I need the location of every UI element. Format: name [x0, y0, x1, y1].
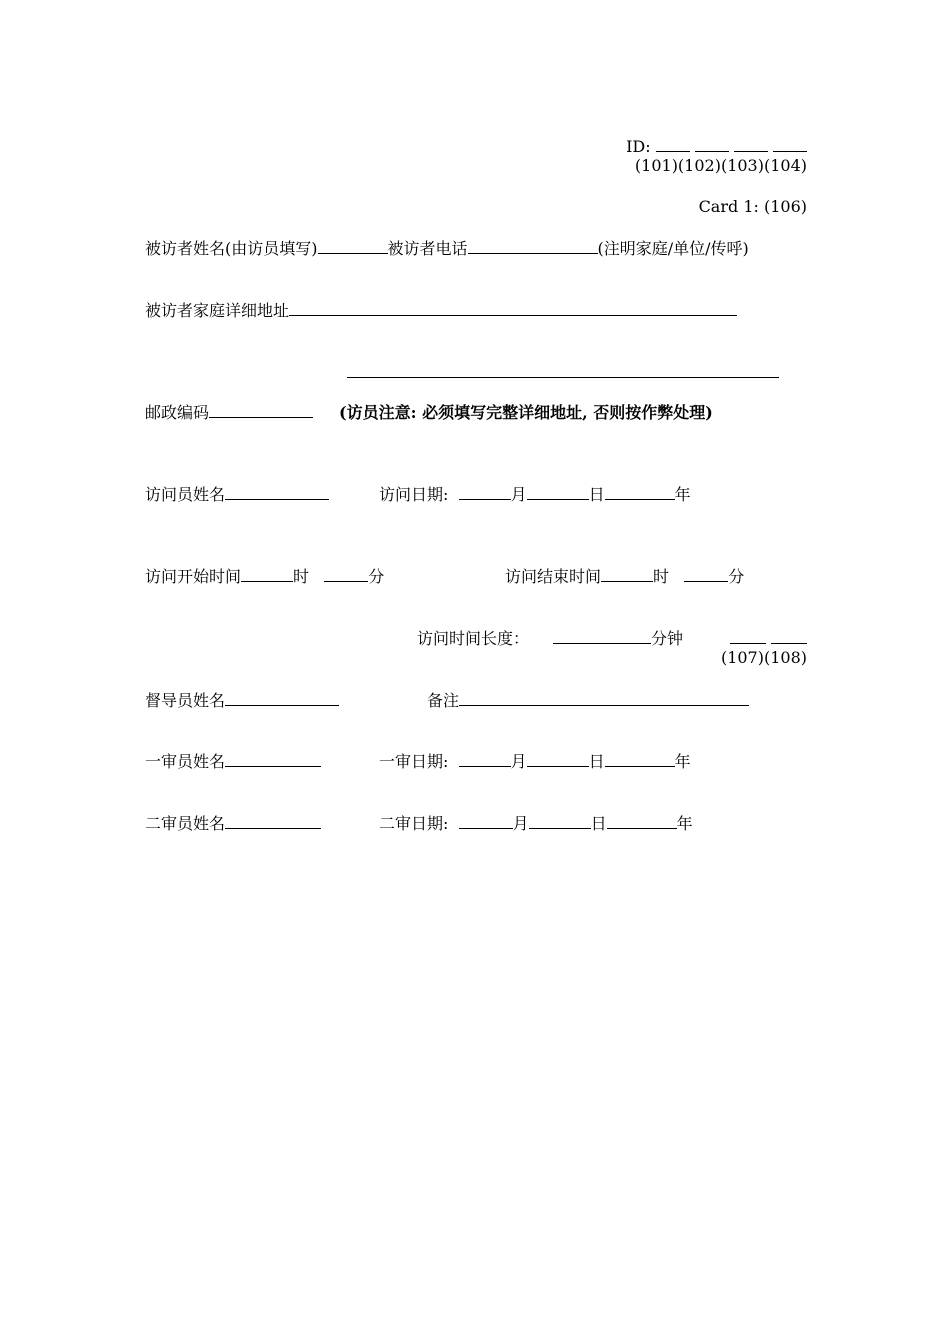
review2-month-field[interactable] — [459, 813, 513, 829]
address-field-2[interactable] — [347, 362, 779, 378]
review1-day-field[interactable] — [527, 751, 589, 767]
postcode-field[interactable] — [209, 402, 313, 418]
card-label: Card 1: (106) — [698, 197, 807, 216]
id-blank-103[interactable] — [734, 136, 768, 152]
interviewer-name-label: 访问员姓名 — [145, 485, 226, 504]
duration-codes: (107)(108) — [720, 648, 807, 667]
duration-unit: 分钟 — [651, 629, 684, 648]
remark-label: 备注 — [427, 691, 460, 710]
id-line — [626, 136, 807, 157]
start-hour-field[interactable] — [241, 566, 293, 582]
respondent-phone-label: 被访者电话 — [387, 239, 468, 258]
end-time-label: 访问结束时间 — [505, 567, 602, 586]
start-time-label: 访问开始时间 — [145, 567, 242, 586]
interview-day-field[interactable] — [527, 484, 589, 500]
review2-day-unit: 日 — [590, 814, 607, 833]
duration-field[interactable] — [553, 628, 651, 644]
address-field-1[interactable] — [289, 300, 737, 316]
supervisor-group — [145, 690, 339, 711]
review1-year-unit: 年 — [674, 752, 691, 771]
duration-blank-107[interactable] — [730, 628, 766, 644]
respondent-name-field[interactable] — [318, 238, 388, 254]
review1-day-unit: 日 — [588, 752, 605, 771]
remark-field[interactable] — [459, 690, 749, 706]
end-minute-unit: 分 — [728, 567, 745, 586]
interview-month-unit: 月 — [510, 485, 527, 504]
review1-year-field[interactable] — [605, 751, 675, 767]
address-notice: (访员注意: 必须填写完整详细地址, 否则按作弊处理) — [339, 403, 713, 422]
interview-year-unit: 年 — [674, 485, 691, 504]
review2-year-field[interactable] — [607, 813, 677, 829]
review2-month-unit: 月 — [512, 814, 529, 833]
duration-group — [417, 628, 683, 649]
review2-name-field[interactable] — [225, 813, 321, 829]
postcode-label: 邮政编码 — [145, 403, 210, 422]
start-hour-unit: 时 — [293, 567, 310, 586]
interview-month-field[interactable] — [459, 484, 511, 500]
interviewer-name-field[interactable] — [225, 484, 329, 500]
address-row-2 — [347, 362, 779, 383]
respondent-name-label: 被访者姓名(由访员填写) — [145, 239, 318, 258]
id-blank-101[interactable] — [656, 136, 690, 152]
review2-name-label: 二审员姓名 — [145, 814, 226, 833]
review1-date-group — [379, 751, 691, 772]
interview-date-group — [379, 484, 691, 505]
respondent-row — [145, 238, 749, 259]
duration-code-blanks — [730, 628, 807, 649]
review2-name-group — [145, 813, 321, 834]
interview-date-label: 访问日期: — [379, 485, 449, 504]
interview-day-unit: 日 — [588, 485, 605, 504]
supervisor-name-label: 督导员姓名 — [145, 691, 226, 710]
end-minute-field[interactable] — [684, 566, 728, 582]
review1-name-group — [145, 751, 321, 772]
end-hour-unit: 时 — [653, 567, 670, 586]
id-blank-104[interactable] — [773, 136, 807, 152]
review2-date-label: 二审日期: — [379, 814, 449, 833]
interview-year-field[interactable] — [605, 484, 675, 500]
end-hour-field[interactable] — [601, 566, 653, 582]
interviewer-name-group — [145, 484, 329, 505]
review1-month-unit: 月 — [510, 752, 527, 771]
supervisor-name-field[interactable] — [225, 690, 339, 706]
remark-group — [427, 690, 749, 711]
start-minute-field[interactable] — [324, 566, 368, 582]
review1-date-label: 一审日期: — [379, 752, 449, 771]
respondent-phone-field[interactable] — [468, 238, 598, 254]
id-blank-102[interactable] — [695, 136, 729, 152]
postcode-row — [145, 402, 713, 423]
end-time-group — [505, 566, 744, 587]
review2-year-unit: 年 — [676, 814, 693, 833]
duration-label: 访问时间长度： — [417, 629, 530, 648]
start-time-group — [145, 566, 384, 587]
review1-month-field[interactable] — [459, 751, 511, 767]
start-minute-unit: 分 — [368, 567, 385, 586]
review2-day-field[interactable] — [529, 813, 591, 829]
id-label: ID: — [626, 137, 651, 156]
review1-name-label: 一审员姓名 — [145, 752, 226, 771]
review2-date-group — [379, 813, 693, 834]
address-label: 被访者家庭详细地址 — [145, 301, 290, 320]
address-row — [145, 300, 737, 321]
duration-blank-108[interactable] — [771, 628, 807, 644]
respondent-phone-note: (注明家庭/单位/传呼) — [597, 239, 749, 258]
review1-name-field[interactable] — [225, 751, 321, 767]
id-codes: (101)(102)(103)(104) — [634, 156, 807, 175]
